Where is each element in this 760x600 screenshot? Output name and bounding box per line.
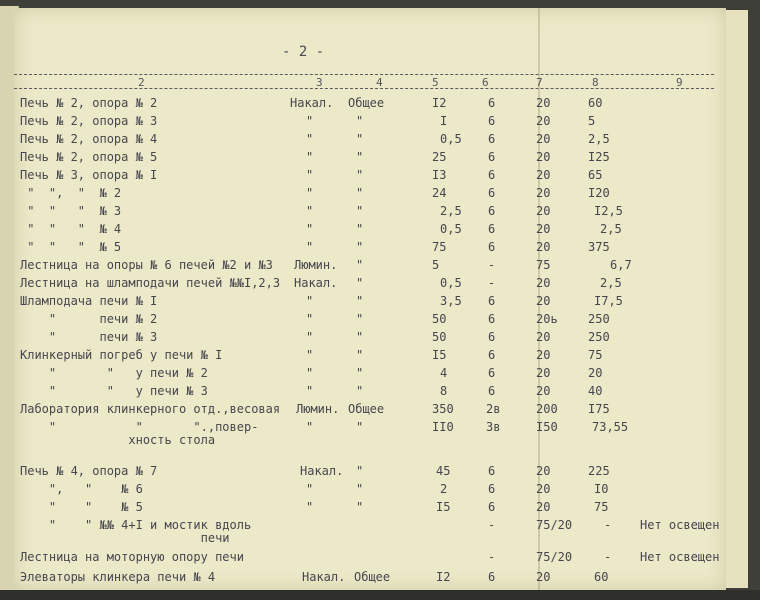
cell-col7: 20: [536, 240, 551, 254]
cell-note: Нет освещен: [640, 518, 720, 532]
cell-col7: 20: [536, 366, 551, 380]
cell-location-continued: печи: [20, 531, 230, 545]
column-header: 9: [676, 76, 683, 89]
table-row: [0, 348, 760, 366]
cell-col7: 20: [536, 150, 551, 164]
table-row: [0, 132, 760, 150]
cell-lighting-system: ": [356, 258, 364, 272]
cell-location: " " у печи № 2: [20, 366, 208, 380]
cell-col8: I2,5: [594, 204, 623, 218]
table-row: [0, 276, 760, 294]
cell-lamp-type: ": [306, 420, 314, 434]
scan-bottom-edge: [0, 590, 760, 600]
table-row: [0, 420, 760, 450]
cell-col6: -: [488, 258, 496, 272]
cell-location: " " у печи № 3: [20, 384, 208, 398]
cell-lighting-system: ": [356, 132, 364, 146]
cell-col7: 20ь: [536, 312, 558, 326]
cell-lighting-system: ": [356, 482, 364, 496]
cell-col8: 2,5: [588, 132, 610, 146]
cell-col7: I50: [536, 420, 558, 434]
table-row: [0, 402, 760, 420]
cell-col6: 6: [488, 294, 496, 308]
table-row: [0, 570, 760, 588]
cell-lamp-type: ": [306, 204, 314, 218]
cell-col7: 20: [536, 500, 551, 514]
cell-col6: 6: [488, 500, 496, 514]
cell-col7: 20: [536, 96, 551, 110]
cell-col7: 20: [536, 132, 551, 146]
table-row: [0, 500, 760, 518]
table-row: [0, 550, 760, 568]
cell-lighting-system: ": [356, 240, 364, 254]
cell-location: " " ".,повер-: [20, 420, 259, 434]
cell-col7: 200: [536, 402, 558, 416]
cell-col7: 20: [536, 186, 551, 200]
cell-location-continued: хность стола: [20, 433, 216, 447]
cell-lamp-type: Люмин.: [294, 258, 338, 272]
cell-col7: 20: [536, 482, 551, 496]
cell-col6: 6: [488, 312, 496, 326]
cell-col7: 20: [536, 168, 551, 182]
cell-col7: 20: [536, 222, 551, 236]
cell-col6: -: [488, 518, 496, 532]
cell-lighting-system: ": [356, 330, 364, 344]
cell-location: Печь № 4, опора № 7: [20, 464, 158, 478]
cell-col5: 0,5: [440, 222, 462, 236]
cell-col5: 50: [432, 330, 447, 344]
column-header-row: [0, 76, 760, 88]
cell-location: ", " № 6: [20, 482, 143, 496]
cell-col6: 6: [488, 330, 496, 344]
cell-lamp-type: Накал.: [302, 570, 346, 584]
cell-location: Шламподача печи № I: [20, 294, 158, 308]
cell-col7: 75/20: [536, 550, 573, 564]
table-row: [0, 114, 760, 132]
cell-col5: 5: [432, 258, 440, 272]
cell-col8: I25: [588, 150, 610, 164]
table-row: [0, 464, 760, 482]
cell-location: " " " № 5: [20, 240, 122, 254]
table-row: [0, 482, 760, 500]
cell-location: Печь № 2, опора № 5: [20, 150, 158, 164]
cell-lighting-system: ": [356, 276, 364, 290]
cell-col8: 40: [588, 384, 603, 398]
cell-lamp-type: ": [306, 500, 314, 514]
cell-location: Печь № 3, опора № I: [20, 168, 158, 182]
cell-lamp-type: ": [306, 132, 314, 146]
cell-lamp-type: ": [306, 348, 314, 362]
cell-col6: 6: [488, 222, 496, 236]
cell-location: Печь № 2, опора № 4: [20, 132, 158, 146]
cell-col5: 50: [432, 312, 447, 326]
cell-col5: I3: [432, 168, 447, 182]
cell-lighting-system: ": [356, 150, 364, 164]
cell-col7: 20: [536, 570, 551, 584]
column-header: 7: [536, 76, 543, 89]
table-row: [0, 168, 760, 186]
cell-col5: I2: [436, 570, 451, 584]
cell-lighting-system: Общее: [348, 96, 385, 110]
cell-location: Печь № 2, опора № 3: [20, 114, 158, 128]
cell-location: " " " № 3: [20, 204, 122, 218]
cell-col8: 60: [594, 570, 609, 584]
cell-lamp-type: ": [306, 482, 314, 496]
cell-location: " " " № 4: [20, 222, 122, 236]
cell-col7: 20: [536, 384, 551, 398]
cell-lamp-type: ": [306, 168, 314, 182]
cell-lighting-system: ": [356, 312, 364, 326]
cell-col8: 60: [588, 96, 603, 110]
cell-col6: 6: [488, 114, 496, 128]
table-row: [0, 294, 760, 312]
column-header: 5: [432, 76, 439, 89]
cell-col6: -: [488, 550, 496, 564]
cell-col6: 6: [488, 384, 496, 398]
cell-col8: 5: [588, 114, 596, 128]
cell-location: " печи № 2: [20, 312, 158, 326]
cell-col8: 2,5: [600, 222, 622, 236]
table-row: [0, 330, 760, 348]
cell-lamp-type: ": [306, 240, 314, 254]
table-row: [0, 518, 760, 548]
cell-location: " печи № 3: [20, 330, 158, 344]
cell-lighting-system: ": [356, 204, 364, 218]
cell-lighting-system: ": [356, 366, 364, 380]
cell-col6: 6: [488, 240, 496, 254]
cell-col5: 2: [440, 482, 448, 496]
cell-location: Лестница на опоры № 6 печей №2 и №3: [20, 258, 273, 272]
cell-col5: I5: [436, 500, 451, 514]
cell-location: " " № 5: [20, 500, 143, 514]
cell-lighting-system: ": [356, 384, 364, 398]
cell-col8: 250: [588, 312, 610, 326]
cell-col8: 375: [588, 240, 610, 254]
cell-col6: 6: [488, 132, 496, 146]
table-row: [0, 366, 760, 384]
cell-col8: 250: [588, 330, 610, 344]
cell-col5: 0,5: [440, 276, 462, 290]
table-row: [0, 96, 760, 114]
cell-col8: -: [604, 550, 612, 564]
cell-lighting-system: ": [356, 186, 364, 200]
column-header: 3: [316, 76, 323, 89]
cell-col6: 6: [488, 464, 496, 478]
cell-col7: 20: [536, 348, 551, 362]
cell-lamp-type: Люмин.: [296, 402, 340, 416]
header-bottom-rule: [14, 88, 714, 89]
cell-col8: -: [604, 518, 612, 532]
cell-lighting-system: ": [356, 464, 364, 478]
cell-location: " " №№ 4+I и мостик вдоль: [20, 518, 252, 532]
cell-col8: 6,7: [610, 258, 632, 272]
cell-col7: 20: [536, 204, 551, 218]
cell-location: Лестница на шламподачи печей №№I,2,3: [20, 276, 281, 290]
cell-col5: I2: [432, 96, 447, 110]
cell-col6: 6: [488, 150, 496, 164]
cell-col6: 3в: [486, 420, 501, 434]
cell-col7: 20: [536, 294, 551, 308]
cell-lamp-type: ": [306, 294, 314, 308]
cell-col6: 6: [488, 204, 496, 218]
cell-lamp-type: Накал.: [300, 464, 344, 478]
cell-col7: 20: [536, 330, 551, 344]
cell-lamp-type: ": [306, 150, 314, 164]
column-header: 8: [592, 76, 599, 89]
cell-note: Нет освещен: [640, 550, 720, 564]
column-header: 4: [376, 76, 383, 89]
cell-location: Лестница на моторную опору печи: [20, 550, 244, 564]
cell-lamp-type: Накал.: [294, 276, 338, 290]
cell-col5: 3,5: [440, 294, 462, 308]
cell-col8: 75: [588, 348, 603, 362]
cell-col7: 20: [536, 276, 551, 290]
cell-lamp-type: ": [306, 222, 314, 236]
cell-col8: 2,5: [600, 276, 622, 290]
cell-lighting-system: ": [356, 348, 364, 362]
cell-lighting-system: ": [356, 500, 364, 514]
cell-lighting-system: Общее: [348, 402, 385, 416]
cell-col5: 45: [436, 464, 451, 478]
cell-col5: II0: [432, 420, 454, 434]
cell-lighting-system: ": [356, 222, 364, 236]
cell-lamp-type: ": [306, 330, 314, 344]
cell-col8: I20: [588, 186, 610, 200]
cell-col6: 6: [488, 168, 496, 182]
cell-lamp-type: ": [306, 186, 314, 200]
table-row: [0, 204, 760, 222]
cell-col5: I: [440, 114, 448, 128]
cell-col6: 6: [488, 482, 496, 496]
cell-col5: 8: [440, 384, 448, 398]
cell-col5: 25: [432, 150, 447, 164]
cell-col5: 75: [432, 240, 447, 254]
cell-col7: 20: [536, 464, 551, 478]
cell-lighting-system: Общее: [354, 570, 391, 584]
column-header: 6: [482, 76, 489, 89]
cell-col6: 6: [488, 348, 496, 362]
cell-col8: 75: [594, 500, 609, 514]
cell-col7: 75: [536, 258, 551, 272]
cell-col5: 2,5: [440, 204, 462, 218]
cell-col5: 4: [440, 366, 448, 380]
table-row: [0, 186, 760, 204]
cell-col7: 75/20: [536, 518, 573, 532]
cell-col8: 65: [588, 168, 603, 182]
table-row: [0, 312, 760, 330]
cell-col7: 20: [536, 114, 551, 128]
cell-lamp-type: ": [306, 366, 314, 380]
cell-col6: 6: [488, 186, 496, 200]
table-row: [0, 150, 760, 168]
table-row: [0, 222, 760, 240]
cell-col8: 73,55: [592, 420, 629, 434]
cell-lighting-system: ": [356, 168, 364, 182]
cell-lamp-type: ": [306, 384, 314, 398]
cell-col5: 24: [432, 186, 447, 200]
cell-col8: I75: [588, 402, 610, 416]
cell-col8: 20: [588, 366, 603, 380]
page-number: - 2 -: [282, 44, 325, 60]
cell-col5: 350: [432, 402, 454, 416]
cell-location: Лаборатория клинкерного отд.,весовая: [20, 402, 281, 416]
table-row: [0, 384, 760, 402]
cell-col5: I5: [432, 348, 447, 362]
cell-col6: 2в: [486, 402, 501, 416]
cell-col8: I0: [594, 482, 609, 496]
cell-col6: 6: [488, 366, 496, 380]
cell-lighting-system: ": [356, 294, 364, 308]
cell-lamp-type: ": [306, 312, 314, 326]
column-header: 2: [138, 76, 145, 89]
cell-lighting-system: ": [356, 114, 364, 128]
header-top-rule: [14, 74, 714, 75]
cell-location: Клинкерный погреб у печи № I: [20, 348, 223, 362]
cell-location: Элеваторы клинкера печи № 4: [20, 570, 216, 584]
cell-lamp-type: Накал.: [290, 96, 334, 110]
cell-col6: 6: [488, 570, 496, 584]
cell-location: " ", " № 2: [20, 186, 122, 200]
cell-lighting-system: ": [356, 420, 364, 434]
cell-col8: I7,5: [594, 294, 623, 308]
table-row: [0, 240, 760, 258]
table-row: [0, 258, 760, 276]
cell-col6: -: [488, 276, 496, 290]
cell-location: Печь № 2, опора № 2: [20, 96, 158, 110]
cell-col8: 225: [588, 464, 610, 478]
cell-col6: 6: [488, 96, 496, 110]
cell-col5: 0,5: [440, 132, 462, 146]
cell-lamp-type: ": [306, 114, 314, 128]
